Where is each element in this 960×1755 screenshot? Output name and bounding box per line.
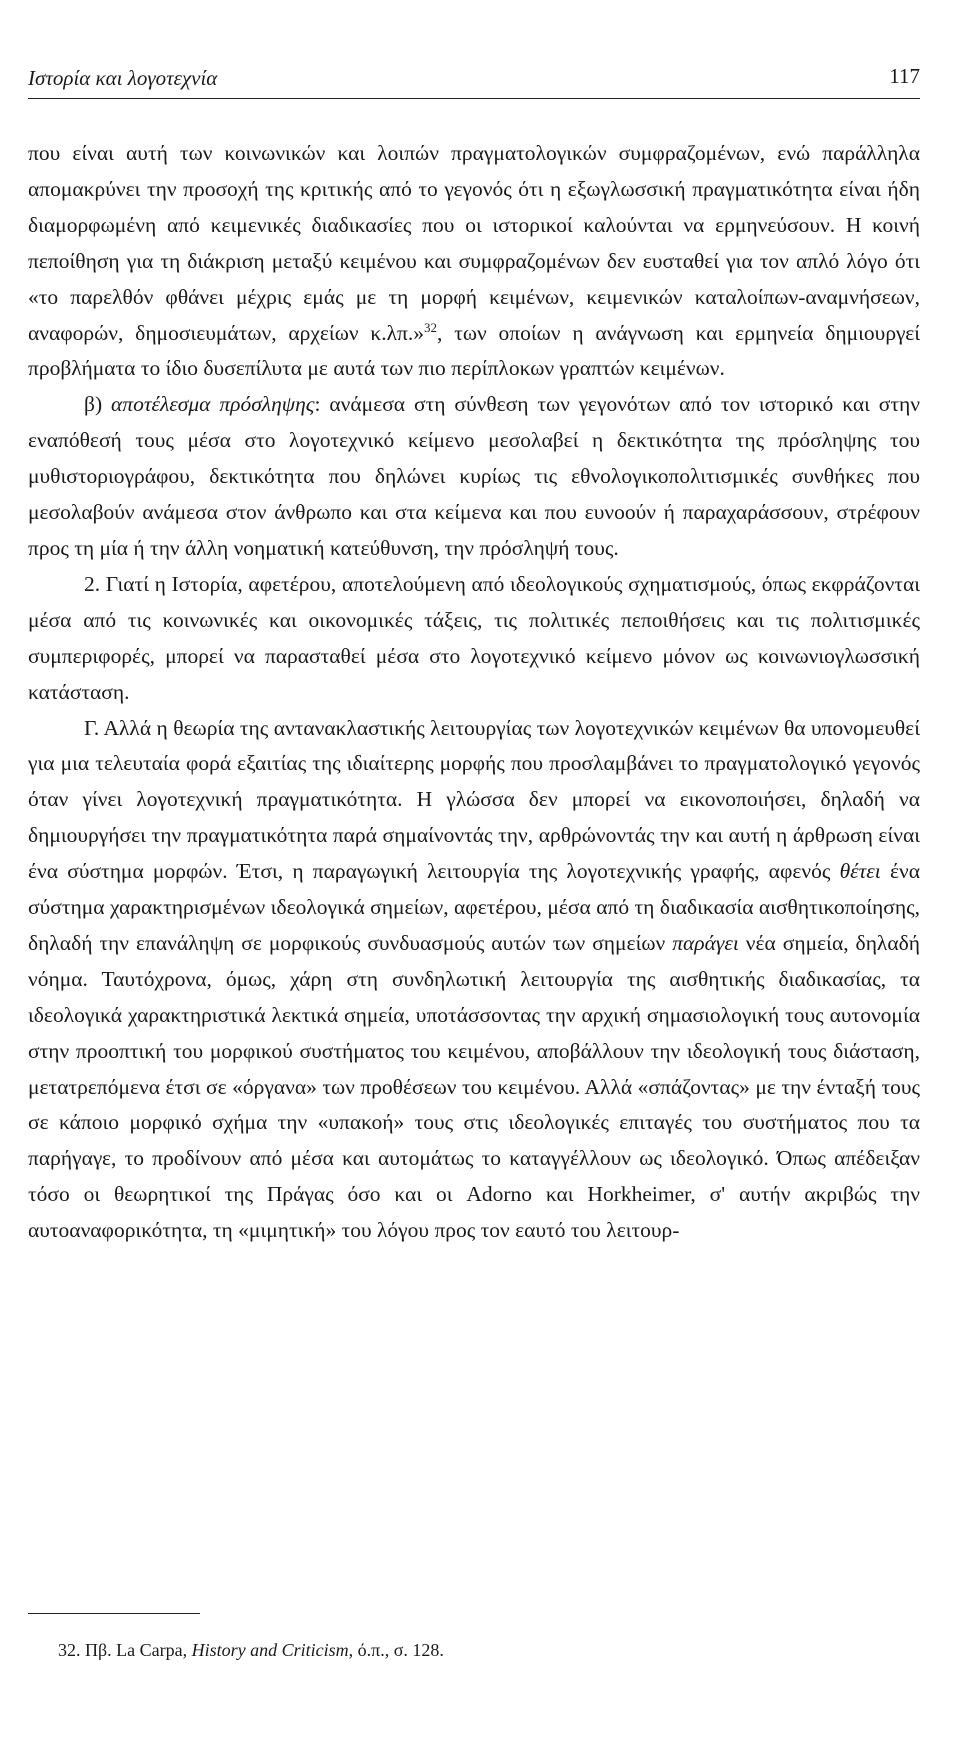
paragraph-1 (28, 136, 920, 387)
paragraph-2 (28, 387, 920, 567)
paragraph-2-label: β) (84, 392, 112, 417)
paragraph-3-text: 2. Γιατί η Ιστορία, αφετέρου, αποτελούμενη από ιδεολογικούς σχηματισμούς, όπως εκφράζονται μέσα από τις κοινωνικές και οικονομικές τάξεις, τις πολιτικές πεποιθήσεις και τις πολιτισμικές συμπεριφορές, μπορεί να παρασταθεί μέσα στο λογοτεχνικό κείμενο μόνον ως κοινωνιογλωσσική κατάσταση. (28, 571, 920, 704)
body-text (28, 136, 920, 1249)
paragraph-2-term: αποτέλεσμα πρόσληψης (111, 392, 315, 417)
paragraph-1-text-b: , των οποίων η ανάγνωση και ερμηνεία δημιουργεί προβλήματα το ίδιο δυσεπίλυτα με αυτά των πιο περίπλοκων γραπτών κειμένων. (28, 320, 921, 381)
running-title: Ιστορία και λογοτεχνία (28, 66, 218, 90)
paragraph-4-emphasis-thetei: θέτει (839, 859, 881, 884)
footnote-text-b: , ό.π., σ. 128. (348, 1640, 444, 1660)
page-number: 117 (889, 64, 920, 88)
paragraph-4-text-b: ένα σύστημα χαρακτηρισμένων ιδεολογικά σημείων, αφετέρου, μέσα από τη διαδικασία αισθητικοποίησης, δηλαδή την επανάληψη σε μορφικούς συνδυασμούς αυτών των σημείων (28, 859, 920, 955)
paragraph-1-text-a: που είναι αυτή των κοινωνικών και λοιπών πραγματολογικών συμφραζομένων, ενώ παράλληλα απομακρύνει την προσοχή της κριτικής από το γεγονός ότι η εξωγλωσσική πραγματικότητα είναι ήδη διαμορφωμένη από κειμενικές διαδικασίες που οι ιστορικοί καλούνται να ερμηνεύσουν. Η κοινή πεποίθηση για τη διάκριση μεταξύ κειμένου και συμφραζομένων δεν ευσταθεί για τον απλό λόγο ότι «το παρελθόν φθάνει μέχρις εμάς με τη μορφή κειμένων, κειμενικών καταλοίπων-αναμνήσεων, αναφορών, δημοσιευμάτων, αρχείων κ.λπ.» (28, 141, 920, 345)
paragraph-4-text-a: Γ. Αλλά η θεωρία της αντανακλαστικής λειτουργίας των λογοτεχνικών κειμένων θα υπονομευθεί για μια τελευταία φορά εξαιτίας της ιδιαίτερης μορφής που προσλαμβάνει το πραγματολογικό γεγονός όταν γίνει λογοτεχνική πραγματικότητα. Η γλώσσα δεν μπορεί να εικονοποιήσει, δηλαδή να δημιουργήσει την πραγματικότητα παρά σημαίνοντάς την, αρθρώνοντάς την και αυτή η άρθρωση είναι ένα σύστημα μορφών. Έτσι, η παραγωγική λειτουργία της λογοτεχνικής γραφής, αφενός (28, 715, 920, 884)
paragraph-3 (28, 567, 920, 711)
paragraph-4-emphasis-paragei: παράγει (672, 930, 739, 955)
paragraph-2-text: : ανάμεσα στη σύνθεση των γεγονότων από τον ιστορικό και στην εναπόθεσή τους μέσα στο λογοτεχνικό κείμενο μεσολαβεί η δεκτικότητα της πρόσληψης του μυθιστοριογράφου, δεκτικότητα που δηλώνει κυρίως τις εθνολογικοπολιτισμικές συνθήκες που μεσολαβούν ανάμεσα στον άνθρωπο και στα κείμενα και που ευνοούν ή παραχαράσσουν, στρέφουν προς τη μία ή την άλλη νοηματική κατεύθυνση, την πρόσληψή τους. (28, 392, 920, 560)
footnote-title: History and Criticism (191, 1640, 349, 1660)
footnote-text-a: Πβ. La Carpa, (80, 1640, 192, 1660)
footnote-divider (28, 1613, 200, 1614)
paragraph-4 (28, 711, 920, 1250)
footnote-number: 32. (58, 1640, 81, 1660)
paragraph-4-text-c: νέα σημεία, δηλαδή νόημα. Ταυτόχρονα, όμως, χάρη στη συνδηλωτική λειτουργία της αισθητικής διαδικασίας, τα ιδεολογικά χαρακτηριστικά λεκτικά σημεία, υποτάσσοντας την αρχική σημασιολογική τους αυτονομία στην προοπτική του μορφικού συστήματος του κειμένου, αποβάλλουν την ιδεολογική τους διάσταση, μετατρεπόμενα έτσι σε «όργανα» των προθέσεων του κειμένου. Αλλά «σπάζοντας» με την ένταξή τους σε κάποιο μορφικό σχήμα την «υπακοή» τους στις ιδεολογικές επιταγές του συστήματος που τα παρήγαγε, το προδίνουν από μέσα και αυτομάτως το καταγγέλλουν ως ιδεολογικό. Όπως απέδειξαν τόσο οι θεωρητικοί της Πράγας όσο και οι Adorno και Horkheimer, σ' αυτήν ακριβώς την αυτοαναφορικότητα, τη «μιμητική» του λόγου προς τον εαυτό του λειτουρ- (28, 930, 920, 1243)
footnote-32 (58, 1640, 920, 1661)
running-header (28, 62, 920, 99)
footnote-ref-32: 32 (424, 319, 438, 335)
